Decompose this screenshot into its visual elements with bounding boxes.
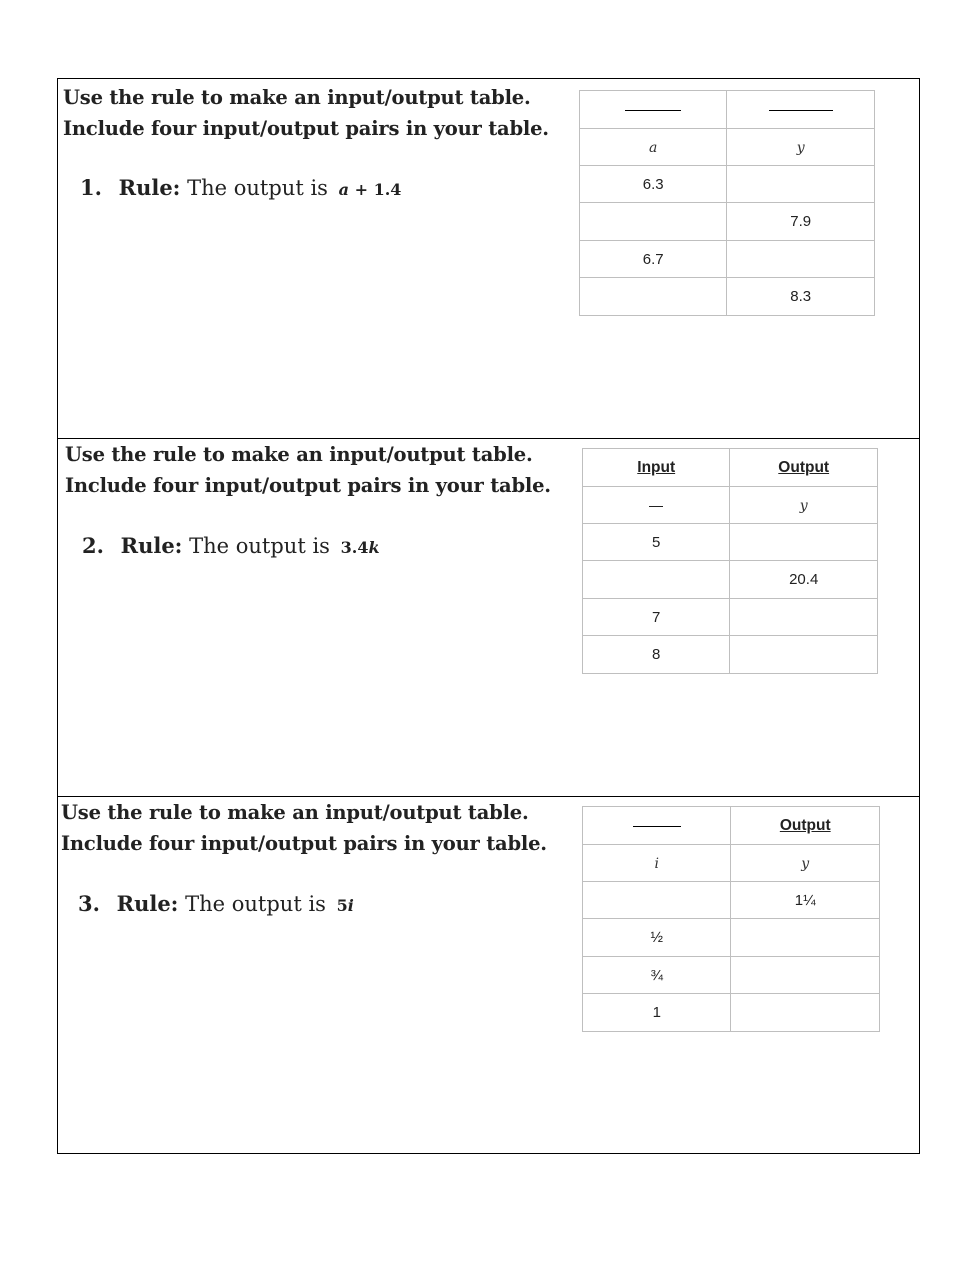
rule-text: The output is [189,534,330,558]
table-variable-row [583,487,878,524]
input-header-cell[interactable]: Input [583,449,730,487]
input-cell[interactable] [583,882,731,919]
input-header-blank [625,109,681,111]
input-header-cell[interactable] [583,807,731,845]
input-cell[interactable]: 8 [583,636,730,674]
rule-coefficient: 5 [336,896,348,915]
instruction-line-1: Use the rule to make an input/output table. [65,443,533,466]
input-header-blank [633,825,681,827]
input-cell[interactable]: 1 [583,994,731,1032]
table-row [583,636,878,674]
input-variable-cell: i [583,845,731,882]
table-variable-row [580,129,875,166]
table-row [583,994,880,1032]
output-cell[interactable]: 20.4 [730,561,878,599]
rule-label: Rule: [120,533,183,558]
input-cell[interactable]: 6.7 [580,241,727,278]
output-variable-cell: y [727,129,875,166]
problem-1-table [579,90,875,316]
output-cell[interactable] [727,166,875,203]
table-row [583,561,878,599]
output-cell[interactable] [731,994,880,1032]
output-header-cell[interactable]: Output [730,449,878,487]
output-cell[interactable] [730,636,878,674]
instruction-line-2: Include four input/output pairs in your table. [61,832,547,855]
input-cell[interactable]: ½ [583,919,731,957]
output-header-cell[interactable]: Output [731,807,880,845]
worksheet-frame [57,78,920,1154]
problem-3-table [582,806,880,1032]
input-cell[interactable]: ¾ [583,957,731,994]
table-row [583,599,878,636]
problem-2-table [582,448,878,674]
output-cell[interactable] [731,957,880,994]
input-variable-blank [649,505,663,507]
input-cell[interactable]: 7 [583,599,730,636]
output-cell[interactable] [727,241,875,278]
rule-expression-rest: + 1.4 [349,180,402,199]
input-header-cell[interactable] [580,91,727,129]
table-variable-row [583,845,880,882]
rule-variable: k [368,538,380,557]
table-header-row [583,449,878,487]
instruction-line-2: Include four input/output pairs in your table. [65,474,551,497]
output-cell[interactable] [730,524,878,561]
input-cell[interactable]: 6.3 [580,166,727,203]
input-cell[interactable] [580,278,727,316]
problem-1-rule [80,175,401,200]
problem-number: 3. [78,891,100,916]
input-variable-cell[interactable] [583,487,730,524]
input-cell[interactable] [583,561,730,599]
rule-variable: a [338,180,350,199]
problem-1-instructions [63,82,549,144]
problem-2-section [58,439,919,797]
output-cell[interactable] [730,599,878,636]
rule-text: The output is [187,176,328,200]
table-header-row [583,807,880,845]
rule-label: Rule: [116,891,179,916]
table-row [580,166,875,203]
problem-1-section [58,79,919,439]
output-variable-cell: y [730,487,878,524]
instruction-line-2: Include four input/output pairs in your table. [63,117,549,140]
problem-2-instructions [65,439,551,501]
rule-label: Rule: [118,175,181,200]
output-cell[interactable] [731,919,880,957]
table-row [583,524,878,561]
table-row [580,241,875,278]
input-cell[interactable] [580,203,727,241]
rule-text: The output is [185,892,326,916]
output-header-blank [769,109,833,111]
problem-3-instructions [61,797,547,859]
instruction-line-1: Use the rule to make an input/output table. [61,801,529,824]
problem-number: 1. [80,175,102,200]
input-variable-cell: a [580,129,727,166]
output-cell[interactable]: 8.3 [727,278,875,316]
table-row [580,278,875,316]
table-row [580,203,875,241]
table-row [583,957,880,994]
table-row [583,882,880,919]
rule-expression [337,896,354,915]
table-header-row [580,91,875,129]
output-variable-cell: y [731,845,880,882]
output-header-cell[interactable] [727,91,875,129]
table-row [583,919,880,957]
output-cell[interactable]: 7.9 [727,203,875,241]
rule-coefficient: 3.4 [340,538,369,557]
problem-number: 2. [82,533,104,558]
instruction-line-1: Use the rule to make an input/output table. [63,86,531,109]
rule-variable: i [347,896,354,915]
rule-expression [339,180,402,199]
problem-3-section [58,797,919,1153]
output-cell[interactable]: 1¼ [731,882,880,919]
problem-3-rule [78,891,354,916]
rule-expression [341,538,380,557]
problem-2-rule [82,533,380,558]
input-cell[interactable]: 5 [583,524,730,561]
